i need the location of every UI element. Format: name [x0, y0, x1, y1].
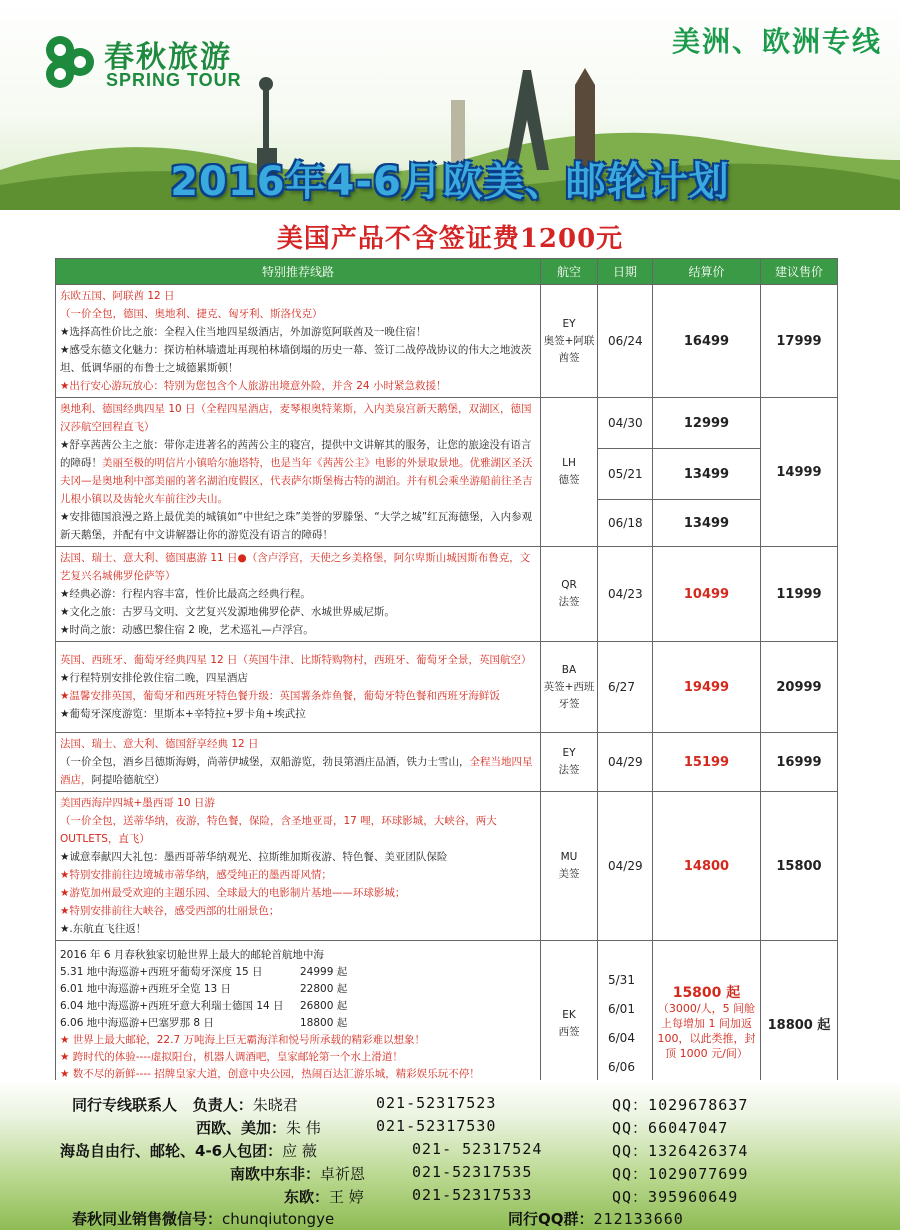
- qq-group-row: [508, 1208, 684, 1229]
- cruise-name: 6.06 地中海巡游+巴塞罗那 8 日: [60, 1017, 214, 1029]
- page-title: 2016年4-6月欧美、邮轮计划: [170, 159, 730, 205]
- visa-note: 法签: [558, 764, 580, 776]
- contact-qq: [612, 1163, 748, 1184]
- visa-note: 西签: [558, 1025, 580, 1038]
- qq-group-label: 同行QQ群：: [508, 1210, 594, 1228]
- route-desc: [56, 642, 541, 733]
- route-title: 奥地利、德国经典四星 10 日（全程四星酒店，麦琴根奥特莱斯，入内美泉宫新天鹅堡，双湖区，德国汉莎航空回程直飞）: [60, 403, 532, 433]
- wechat-label: 春秋同业销售微信号：: [72, 1210, 223, 1228]
- route-line: ★温馨安排英国，葡萄牙和西班牙特色餐升级：英国薯条炸鱼餐，葡萄牙特色餐和西班牙海鲜饭: [60, 690, 500, 702]
- tagline: 美洲、欧洲专线: [671, 25, 882, 58]
- settle-price: 13499: [653, 500, 761, 547]
- contact-row: [196, 1117, 321, 1138]
- airline-cell: [541, 547, 598, 642]
- contact-row: [60, 1140, 317, 1161]
- retail-price: 18800 起: [761, 941, 838, 1107]
- cruise-price: 26800 起: [300, 1000, 348, 1012]
- contact-name: 朱晓君: [252, 1096, 298, 1114]
- settle-price: 12999: [653, 398, 761, 449]
- settle-price: 16499: [653, 285, 761, 398]
- phone-number: 021- 52317524: [412, 1140, 543, 1158]
- contact-phone: [376, 1117, 496, 1135]
- contact-name: 应 薇: [282, 1142, 317, 1160]
- date-cell: 04/23: [598, 547, 653, 642]
- spring-tour-logo-icon: [40, 32, 100, 92]
- settle-price: 13499: [653, 449, 761, 500]
- visa-note: 奥签+阿联酋签: [543, 334, 595, 364]
- phone-number: 021-52317535: [412, 1163, 533, 1181]
- route-line: ★选择高性价比之旅：全程入住当地四星级酒店，外加游览阿联酋及一晚住宿！: [60, 326, 427, 338]
- table-row: [56, 792, 838, 941]
- logo-english-name: SPRING TOUR: [106, 70, 242, 90]
- cruise-name: 6.04 地中海巡游+西班牙意大利瑞士德国 14 日: [60, 1000, 284, 1012]
- table-row: [56, 642, 838, 733]
- visa-notice: 美国产品不含签证费1200元: [276, 224, 624, 254]
- settle-price-value: 15800 起: [672, 985, 741, 1001]
- route-desc: [56, 398, 541, 547]
- col-airline: 航空: [541, 259, 598, 285]
- route-note: （一价全包，送蒂华纳，夜游，特色餐，保险，含圣地亚哥，17 哩，环球影城，大峡谷，两大 OUTLETS，直飞）: [60, 815, 497, 845]
- qq-number: QQ：1029678637: [612, 1096, 749, 1114]
- route-title: 英国、西班牙、葡萄牙经典四星 12 日（英国牛津、比斯特购物村，西班牙、葡萄牙全景，英国航空）: [60, 654, 532, 666]
- route-line: ★安排德国浪漫之路上最优美的城镇如“中世纪之珠”美誉的罗滕堡、“大学之城”红瓦海德堡，入内参观新天鹅堡，并配有中文讲解器让你的游览没有语言的障碍！: [60, 511, 533, 541]
- route-desc: [56, 285, 541, 398]
- contact-role: 海岛自由行、邮轮、4-6人包团：: [60, 1142, 283, 1160]
- airline-cell: [541, 792, 598, 941]
- airline-code: LH: [562, 457, 576, 469]
- airline-code: BA: [561, 663, 577, 676]
- airline-cell: [541, 398, 598, 547]
- date-cell: 06/24: [598, 285, 653, 398]
- qq-number: QQ：395960649: [612, 1188, 739, 1206]
- cruise-name: 5.31 地中海巡游+西班牙葡萄牙深度 15 日: [60, 966, 263, 978]
- route-line-part: ★舒享茜茜公主之旅：带你走进著名的茜茜公主的寝宫，提供中文讲解其的服务，让您的旅途没有语言的障碍！: [60, 439, 532, 469]
- cruise-name: 6.01 地中海巡游+西班牙全览 13 日: [60, 983, 232, 995]
- tour-table: [55, 258, 838, 1107]
- contact-name: 卓祈恩: [320, 1165, 366, 1183]
- visa-note: 英签+西班牙签: [543, 680, 595, 710]
- route-line: ★诚意奉献四大礼包：墨西哥蒂华纳观光、拉斯维加斯夜游、特色餐、美亚团队保险: [60, 851, 448, 863]
- route-line: ★游览加州最受欢迎的主题乐园、全球最大的电影制片基地——环球影城；: [60, 887, 406, 899]
- qq-group-number: 212133660: [593, 1210, 684, 1228]
- col-settle-price: 结算价: [653, 259, 761, 285]
- qq-number: QQ：66047047: [612, 1119, 729, 1137]
- wechat-row: [72, 1208, 334, 1229]
- route-title: 美国西海岸四城+墨西哥 10 日游: [60, 797, 215, 809]
- logo-chinese-name: 春秋旅游: [104, 40, 232, 75]
- retail-price: 17999: [761, 285, 838, 398]
- date-cell: 05/21: [598, 449, 653, 500]
- table-row: [56, 733, 838, 792]
- contact-qq: [612, 1186, 738, 1207]
- visa-note: 美签: [558, 868, 580, 880]
- cruise-item: [60, 998, 536, 1015]
- airline-cell: [541, 285, 598, 398]
- cruise-item: [60, 981, 536, 998]
- table-row: [56, 285, 838, 398]
- cruise-date: 5/31: [608, 972, 635, 987]
- contact-role: 负责人：: [192, 1096, 253, 1114]
- contact-role: 西欧、美加：: [196, 1119, 287, 1137]
- route-line: ★文化之旅：古罗马文明、文艺复兴发源地佛罗伦萨、水城世界威尼斯。: [60, 606, 395, 618]
- cruise-item: [60, 964, 536, 981]
- phone-number: 021-52317523: [376, 1094, 497, 1112]
- airline-cell: [541, 733, 598, 792]
- route-note: （一价全包，德国、奥地利、捷克、匈牙利、斯洛伐克）: [60, 308, 323, 320]
- settle-price: 19499: [653, 642, 761, 733]
- settle-price: 15199: [653, 733, 761, 792]
- settle-price: 14800: [653, 792, 761, 941]
- route-line: [60, 436, 536, 508]
- route-line: ★.东航直飞往返！: [60, 923, 147, 935]
- table-row: [56, 547, 838, 642]
- retail-price: 20999: [761, 642, 838, 733]
- cruise-price: 22800 起: [300, 983, 348, 995]
- airline-code: QR: [561, 579, 577, 591]
- route-desc: [56, 792, 541, 941]
- qq-number: QQ：1029077699: [612, 1165, 749, 1183]
- col-route: 特别推荐线路: [56, 259, 541, 285]
- route-line: ★感受东德文化魅力：探访柏林墙遗址再现柏林墙倒塌的历史一幕、签订二战停战协议的伟大之地波茨坦、低调华丽的布鲁士之城德累斯顿！: [60, 344, 532, 374]
- route-line-part: 阿提哈德航空）: [91, 774, 165, 786]
- route-line: ★特别安排前往边境城市蒂华纳，感受纯正的墨西哥风情；: [60, 869, 332, 881]
- airline-cell: [541, 642, 598, 733]
- wechat-id: chunqiutongye: [222, 1210, 335, 1228]
- logo: [40, 30, 280, 94]
- cruise-date: 6/04: [608, 1030, 635, 1045]
- contact-row: [230, 1163, 365, 1184]
- settle-price: 10499: [653, 547, 761, 642]
- contact-qq: [612, 1140, 748, 1161]
- route-line: [60, 753, 536, 789]
- route-line: ★行程特别安排伦敦住宿二晚，四星酒店: [60, 672, 248, 684]
- date-cell: 04/29: [598, 733, 653, 792]
- cruise-date: 6/06: [608, 1059, 635, 1074]
- airline-code: EK: [562, 1008, 576, 1021]
- contact-heading: 同行专线联系人: [72, 1096, 178, 1114]
- airline-code: MU: [560, 851, 578, 863]
- route-line: ★ 跨时代的体验----虚拟阳台，机器人调酒吧，皇家邮轮第一个水上滑道！: [60, 1051, 403, 1063]
- contact-role: 东欧：: [284, 1188, 330, 1206]
- visa-note: 德签: [558, 474, 580, 486]
- route-line: ★时尚之旅：动感巴黎住宿 2 晚，艺术巡礼—卢浮宫。: [60, 624, 314, 636]
- airline-code: EY: [562, 747, 576, 759]
- settle-price-note: （3000/人，5 间舱上每增加 1 间加返 100，以此类推，封顶 1000 元/间）: [657, 1002, 756, 1060]
- contact-phone: [412, 1163, 532, 1181]
- route-desc: [56, 733, 541, 792]
- header-banner: [0, 0, 900, 210]
- contact-name: 王 婷: [329, 1188, 364, 1206]
- contact-name: 朱 伟: [286, 1119, 321, 1137]
- cruise-item: [60, 1015, 536, 1032]
- route-line-part: （一价全包，酒乡吕德斯海姆，尚蒂伊城堡，双船游览，勃艮第酒庄品酒，铁力士雪山，: [60, 756, 470, 768]
- retail-price: 15800: [761, 792, 838, 941]
- retail-price: 16999: [761, 733, 838, 792]
- phone-number: 021-52317533: [412, 1186, 533, 1204]
- route-title: 法国、瑞士、意大利、德国舒享经典 12 日: [60, 738, 259, 750]
- contact-qq: [612, 1094, 748, 1115]
- date-cell: 04/30: [598, 398, 653, 449]
- table-row: [56, 398, 838, 449]
- route-line: ★经典必游：行程内容丰富，性价比最高之经典行程。: [60, 588, 311, 600]
- contacts-footer: [0, 1080, 900, 1230]
- route-line-highlight: 全程当地四星酒店，: [60, 756, 533, 786]
- date-cell: 06/18: [598, 500, 653, 547]
- contact-phone: [412, 1140, 542, 1158]
- retail-price: 14999: [761, 398, 838, 547]
- visa-note: 法签: [558, 596, 580, 608]
- route-line: ★特别安排前往大峡谷，感受西部的壮丽景色；: [60, 905, 280, 917]
- route-line-highlight: 美丽至极的明信片小镇哈尔施塔特，也是当年《茜茜公主》电影的外景取景地。优雅湖区圣沃夫冈—是奥地利中部美丽的著名湖泊度假区，代表萨尔斯堡梅古特的湖泊。并有机会乘坐游船前往圣吉儿根小镇以及齿轮火车前往沙夫山。: [60, 457, 533, 505]
- col-date: 日期: [598, 259, 653, 285]
- cruise-price: 18800 起: [300, 1017, 348, 1029]
- phone-number: 021-52317530: [376, 1117, 497, 1135]
- qq-number: QQ：1326426374: [612, 1142, 749, 1160]
- airline-code: EY: [562, 317, 576, 330]
- route-line: ★葡萄牙深度游览：里斯本+辛特拉+罗卡角+埃武拉: [60, 708, 306, 720]
- table-header: [56, 259, 838, 285]
- contact-role: 南欧中东非：: [230, 1165, 321, 1183]
- route-line: ★ 数不尽的新鲜---- 招牌皇家大道，创意中央公园，热闹百达汇游乐城，精彩娱乐玩不停！: [60, 1068, 480, 1080]
- cruise-price: 24999 起: [300, 966, 348, 978]
- retail-price: 11999: [761, 547, 838, 642]
- route-line: ★ 世界上最大邮轮，22.7 万吨海上巨无霸海洋和悦号所承载的精彩难以想象！: [60, 1034, 425, 1046]
- col-retail-price: 建议售价: [761, 259, 838, 285]
- contact-qq: [612, 1117, 728, 1138]
- contact-phone: [376, 1094, 496, 1112]
- route-title: 法国、瑞士、意大利、德国惠游 11 日●（含卢浮宫，天使之乡美格堡，阿尔卑斯山城因斯布鲁克，文艺复兴名城佛罗伦萨等）: [60, 552, 531, 582]
- date-cell: 6/27: [598, 642, 653, 733]
- contact-row: [72, 1094, 298, 1115]
- route-title: 2016 年 6 月春秋独家切舱世界上最大的邮轮首航地中海: [60, 949, 324, 961]
- route-line: ★出行安心游玩放心：特别为您包含个人旅游出境意外险，并含 24 小时紧急救援！: [60, 380, 447, 392]
- route-desc: [56, 547, 541, 642]
- cruise-date: 6/01: [608, 1001, 635, 1016]
- route-title: 东欧五国、阿联酋 12 日: [60, 290, 175, 302]
- contact-row: [284, 1186, 364, 1207]
- date-cell: 04/29: [598, 792, 653, 941]
- contact-phone: [412, 1186, 532, 1204]
